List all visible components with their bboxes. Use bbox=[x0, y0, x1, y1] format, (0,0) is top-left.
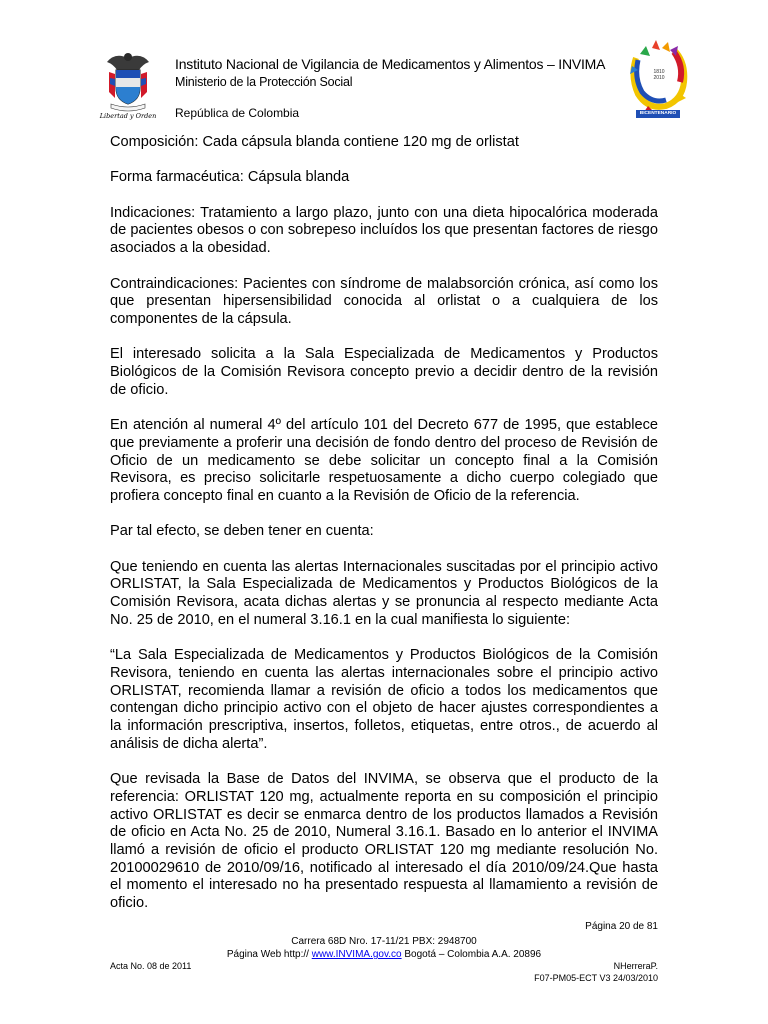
paragraph-base-datos: Que revisada la Base de Datos del INVIMA, se observa que el producto de la referencia: ORLISTAT 120 mg, actualmente reporta en su composición el principio activo ORLISTAT es decir se enmarca dentro de los productos llamados a Revisión de oficio en Acta No. 25 de 2010, Numeral 3.16.1. Basado en lo anterior el INVIMA llamó a revisión de oficio el producto ORLISTAT 120 mg mediante resolución No. 20100029610 de 2010/09/16, notificado al interesado el día 2010/09/24.Que hasta el momento el interesado no ha presentado respuesta al llamamiento a revisión de oficio. bbox=[110, 771, 658, 912]
ministry-name: Ministerio de la Protección Social bbox=[175, 75, 353, 89]
paragraph-composicion: Composición: Cada cápsula blanda contiene 120 mg de orlistat bbox=[110, 134, 519, 150]
paragraph-cita-sala: “La Sala Especializada de Medicamentos y Productos Biológicos de la Comisión Revisora, teniendo en cuenta las alertas internacionales sobre el principio activo ORLISTAT, recomienda llamar a revisión de oficio a todos los medicamentos que contengan dicho principio activo con el objeto de hacer ajustes correspondientes a la información prescriptiva, insertos, folletos, etiquetas, entre otros., de acuerdo al análisis de dicha alerta”. bbox=[110, 647, 658, 752]
footer-address: Carrera 68D Nro. 17-11/21 PBX: 2948700 bbox=[291, 936, 477, 947]
page-number: Página 20 de 81 bbox=[585, 921, 658, 932]
paragraph-atencion-numeral: En atención al numeral 4º del artículo 101 del Decreto 677 de 1995, que establece que previamente a proferir una decisión de fondo dentro del proceso de Revisión de Oficio de un medicamento se debe solicitar un concepto final a la Comisión Revisora, es preciso solicitarle respetuosamente a dicho cuerpo colegiado que profiera concepto final en cuanto a la Revisión de Oficio de la referencia. bbox=[110, 417, 658, 504]
footer-author: NHerreraP. bbox=[613, 961, 658, 971]
country-name: República de Colombia bbox=[175, 106, 300, 120]
document-body bbox=[110, 134, 658, 930]
bicentenario-logo bbox=[626, 36, 688, 120]
footer-web-prefix: Página Web http:// bbox=[226, 949, 312, 960]
bicentenario-years: 1810 2010 bbox=[653, 69, 665, 81]
paragraph-forma-farmaceutica: Forma farmacéutica: Cápsula blanda bbox=[110, 169, 350, 186]
paragraph-alertas: Que teniendo en cuenta las alertas Internacionales suscitadas por el principio activo ORLISTAT, la Sala Especializada de Medicamentos y Productos Biológicos de la Comisión Revisora, acata dichas alertas y se pronuncia al respecto mediante Acta No. 25 de 2010, en el numeral 3.16.1 en la cual manifiesta lo siguiente: bbox=[110, 558, 658, 628]
institute-name: Instituto Nacional de Vigilancia de Medicamentos y Alimentos – INVIMA bbox=[175, 56, 606, 72]
coat-of-arms-motto: Libertad y Orden bbox=[99, 112, 157, 120]
paragraph-par-tal-efecto: Par tal efecto, se deben tener en cuenta: bbox=[110, 523, 374, 540]
paragraph-indicaciones: Indicaciones: Tratamiento a largo plazo, junto con una dieta hipocalórica moderada de pacientes obesos o con sobrepeso incluídos los que presentan factores de riesgo asociados a la obesidad. bbox=[110, 204, 658, 257]
paragraph-solicitud: El interesado solicita a la Sala Especializada de Medicamentos y Productos Biológicos de la Comisión Revisora concepto previo a decidir dentro de la revisión de oficio. bbox=[110, 346, 658, 398]
footer-form-code: F07-PM05-ECT V3 24/03/2010 bbox=[534, 973, 658, 983]
colombia-coat-of-arms-logo bbox=[103, 48, 153, 120]
paragraph-contraindicaciones: Contraindicaciones: Pacientes con síndrome de malabsorción crónica, así como los que presentan hipersensibilidad conocida al orlistat o a cualquiera de los componentes de la cápsula. bbox=[110, 275, 658, 327]
footer-web-suffix: Bogotá – Colombia A.A. 20896 bbox=[401, 949, 542, 960]
footer-acta: Acta No. 08 de 2011 bbox=[110, 961, 192, 971]
invima-website-link[interactable]: www.INVIMA.gov.co bbox=[311, 949, 402, 960]
bicentenario-label: BICENTENARIO bbox=[639, 111, 677, 116]
footer-web bbox=[0, 949, 768, 960]
